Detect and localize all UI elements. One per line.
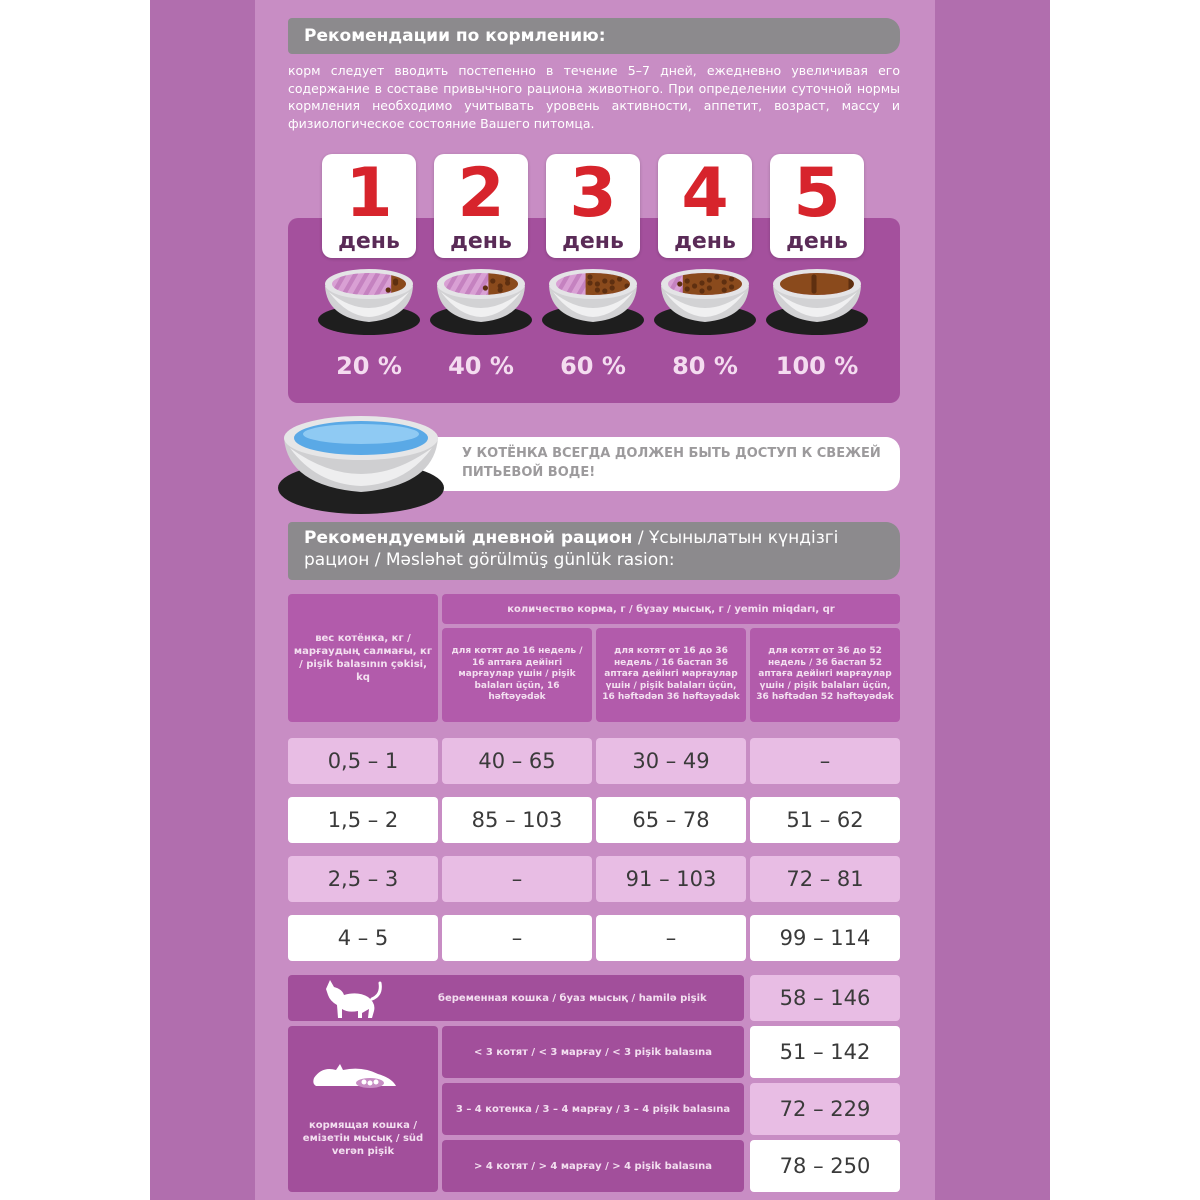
day-number: 2 xyxy=(457,154,505,233)
day-percent: 80 % xyxy=(672,352,738,380)
age-header-3: для котят от 36 до 52 недель / 36 бастап 52 аптаға дейінгі марғаулар үшін / pişik balaları üçün, 36 həftədən 52 həftəyədək xyxy=(750,628,900,722)
table-cell: 2,5 – 3 xyxy=(288,856,438,902)
food-bowl-icon xyxy=(765,262,869,338)
ration-title-rest: / Ұсынылатын күндізгі рацион / Məsləhət görülmüş günlük rasion: xyxy=(304,528,839,570)
nursing-row-label: 3 – 4 котенка / 3 – 4 марғау / 3 – 4 pişik balasına xyxy=(442,1083,744,1135)
day-card-1 xyxy=(322,154,416,258)
weight-header: вес котёнка, кг / марғаудың салмағы, кг / pişik balasının çəkisi, kq xyxy=(288,594,438,722)
water-bowl-icon xyxy=(276,404,446,519)
age-header-2: для котят от 16 до 36 недель / 16 бастап 36 аптаға дейінгі марғаулар үшін / pişik balaları üçün, 16 həftədən 36 həftəyədək xyxy=(596,628,746,722)
day-percent: 100 % xyxy=(775,352,859,380)
day-card-3 xyxy=(546,154,640,258)
day-label: день xyxy=(450,229,512,254)
table-cell: – xyxy=(750,738,900,784)
nursing-row-label: < 3 котят / < 3 марғау / < 3 pişik balasına xyxy=(442,1026,744,1078)
day-card-2 xyxy=(434,154,528,258)
day-card-4 xyxy=(658,154,752,258)
pregnant-value: 58 – 146 xyxy=(750,975,900,1021)
table-cell: 51 – 62 xyxy=(750,797,900,843)
ration-title-main: Рекомендуемый дневной рацион xyxy=(304,528,633,548)
nursing-row-label: > 4 котят / > 4 марғау / > 4 pişik balasına xyxy=(442,1140,744,1192)
table-cell: – xyxy=(596,915,746,961)
day-number: 1 xyxy=(345,154,393,233)
nursing-label: кормящая кошка / емізетін мысық / süd verən pişik xyxy=(288,1026,438,1192)
table-cell: 0,5 – 1 xyxy=(288,738,438,784)
table-cell: 72 – 81 xyxy=(750,856,900,902)
food-bowl-icon xyxy=(541,262,645,338)
table-cell: – xyxy=(442,856,592,902)
table-cell: 85 – 103 xyxy=(442,797,592,843)
water-note: У КОТЁНКА ВСЕГДА ДОЛЖЕН БЫТЬ ДОСТУП К СВЕЖЕЙ ПИТЬЕВОЙ ВОДЕ! xyxy=(462,446,881,480)
day-card-5 xyxy=(770,154,864,258)
pregnant-cat-icon xyxy=(322,977,384,1019)
table-cell: 99 – 114 xyxy=(750,915,900,961)
day-percent: 60 % xyxy=(560,352,626,380)
food-bowl-icon xyxy=(653,262,757,338)
nursing-row-value: 72 – 229 xyxy=(750,1083,900,1135)
table-cell: 30 – 49 xyxy=(596,738,746,784)
day-label: день xyxy=(674,229,736,254)
day-number: 5 xyxy=(793,154,841,233)
ration-title-bar xyxy=(288,522,900,580)
nursing-row-value: 51 – 142 xyxy=(750,1026,900,1078)
pregnant-label: беременная кошка / буаз мысық / hamilə pişik xyxy=(288,975,744,1021)
table-cell: 1,5 – 2 xyxy=(288,797,438,843)
table-cell: – xyxy=(442,915,592,961)
day-percent: 40 % xyxy=(448,352,514,380)
table-cell: 4 – 5 xyxy=(288,915,438,961)
day-label: день xyxy=(338,229,400,254)
table-cell: 91 – 103 xyxy=(596,856,746,902)
food-bowl-icon xyxy=(429,262,533,338)
nursing-row-value: 78 – 250 xyxy=(750,1140,900,1192)
day-label: день xyxy=(786,229,848,254)
food-bowl-icon xyxy=(317,262,421,338)
feeding-intro: корм следует вводить постепенно в течение 5–7 дней, ежедневно увеличивая его содержание в составе привычного рациона животного. При определении суточной нормы кормления необходимо учитывать уровень активности, аппетит, возраст, массу и физиологическое состояние Вашего питомца. xyxy=(288,63,900,131)
day-percent: 20 % xyxy=(336,352,402,380)
feeding-title: Рекомендации по кормлению: xyxy=(304,26,606,46)
table-cell: 65 – 78 xyxy=(596,797,746,843)
table-cell: 40 – 65 xyxy=(442,738,592,784)
day-label: день xyxy=(562,229,624,254)
feeding-title-bar xyxy=(288,18,900,54)
day-number: 3 xyxy=(569,154,617,233)
day-number: 4 xyxy=(681,154,729,233)
nursing-cat-icon xyxy=(312,1056,398,1090)
age-header-1: для котят до 16 недель / 16 аптаға дейінгі марғаулар үшін / pişik balaları üçün, 16 həftəyədək xyxy=(442,628,592,722)
amount-header: количество корма, г / бұзау мысық, г / yemin miqdarı, qr xyxy=(442,594,900,624)
